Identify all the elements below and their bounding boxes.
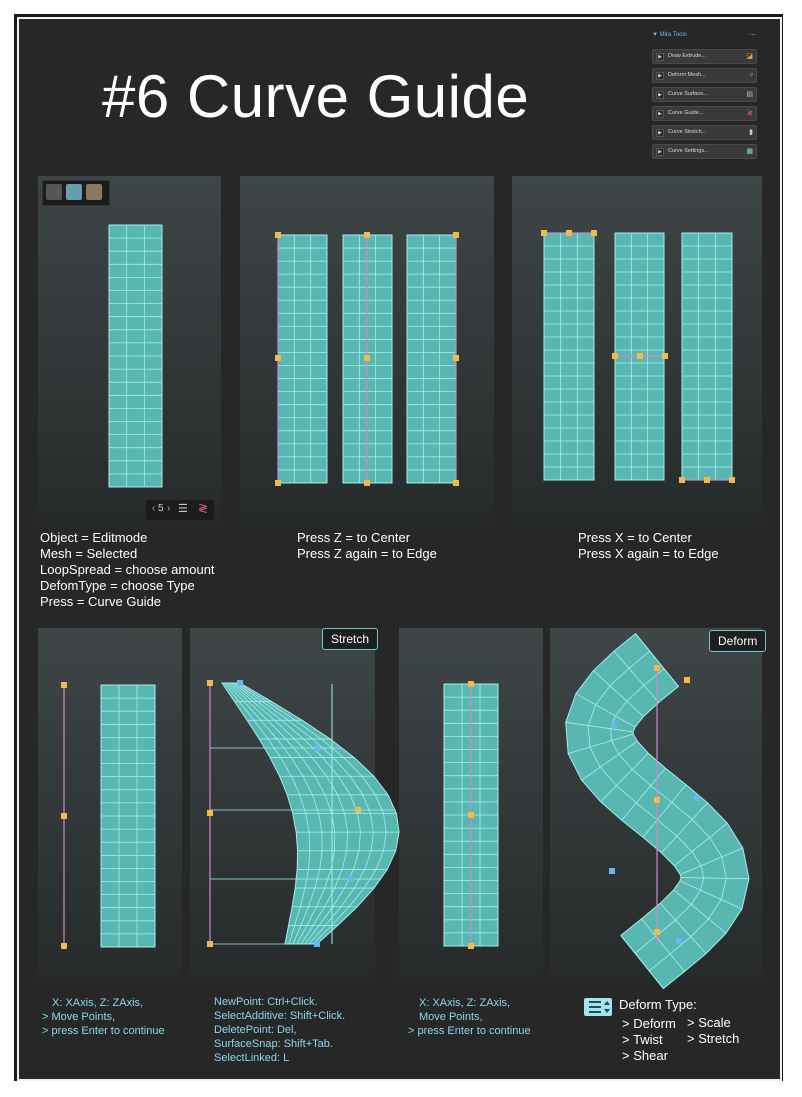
increment-icon[interactable]: › [167,503,171,514]
curve-point [684,677,690,683]
curve-point [704,477,710,483]
plane-mesh [544,233,594,480]
curve-point [612,353,618,359]
curve-point [275,480,281,486]
deform-type-icon [584,998,612,1016]
curve-point [637,353,643,359]
step3-caption: Press X = to Center Press X again = to Edge [578,530,719,561]
curve-point [679,477,685,483]
curve-point [453,480,459,486]
curve-point [541,230,547,236]
play-icon: ▶ [656,110,664,118]
axis-hint-right: X: XAxis, Z: ZAxis, Move Points, > press Enter to continue [408,997,531,1037]
mira-tools-header[interactable]: ▼ Mira Tools [652,32,687,38]
curve-point [364,480,370,486]
curve-point [611,722,617,728]
play-icon: ▶ [656,72,664,80]
curve-guide-button[interactable]: ▶ Curve Guide... ≷ [652,106,757,121]
curve-point [609,868,615,874]
curve-point [275,355,281,361]
play-icon: ▶ [656,148,664,156]
curve-point [314,941,320,947]
page-title: #6 Curve Guide [102,63,530,130]
curve-point [468,812,474,818]
curve-point [662,353,668,359]
decrement-icon[interactable]: ‹ [152,503,156,514]
deform-mode-badge[interactable]: Deform [709,630,766,652]
curve-point [468,943,474,949]
stretch-mode-badge[interactable]: Stretch [322,628,378,650]
plane-mesh [407,235,456,483]
curve-point [364,232,370,238]
curve-point [314,745,320,751]
curve-point [676,938,682,944]
panel-grip-icon[interactable]: ⋯ [749,32,756,39]
key-hints: NewPoint: Ctrl+Click. SelectAdditive: Shift+Click. DeletePoint: Del, SurfaceSnap: Shift+Tab. SelectLinked: L [214,996,346,1064]
curve-point [654,665,660,671]
curve-point [355,807,361,813]
curve-point [453,355,459,361]
curve-point [566,230,572,236]
deform-mesh-icon: ▿ [749,72,753,79]
axis-hint-left: X: XAxis, Z: ZAxis, > Move Points, > press Enter to continue [42,997,165,1037]
curve-point [275,232,281,238]
curve-guide-icon[interactable]: ≷ [198,501,209,515]
deform-mesh-button[interactable]: ▶ Deform Mesh... ▿ [652,68,757,83]
curve-point [348,876,354,882]
plane-mesh [278,235,327,483]
play-icon: ▶ [656,129,664,137]
curve-point [468,681,474,687]
curve-point [729,477,735,483]
curve-point [453,232,459,238]
curve-guide-icon: ≷ [747,110,753,117]
curve-point [61,682,67,688]
play-icon: ▶ [656,53,664,61]
list-icon[interactable]: ☰ [178,503,188,515]
curve-stretch-icon: ▮ [749,129,753,136]
plane-mesh [682,233,732,480]
curve-point [61,943,67,949]
curve-point [591,230,597,236]
step2-caption: Press Z = to Center Press Z again = to Edge [297,530,437,561]
curve-point [364,355,370,361]
curve-point [207,941,213,947]
curve-point [207,810,213,816]
curve-point [694,795,700,801]
curve-point [61,813,67,819]
curve-point [207,680,213,686]
draw-extrude-button[interactable]: ▶ Draw Extrude... ◪ [652,49,757,64]
curve-stretch-button[interactable]: ▶ Curve Stretch... ▮ [652,125,757,140]
draw-extrude-icon: ◪ [746,53,753,60]
curve-settings-icon: ▦ [746,148,753,155]
curve-point [654,929,660,935]
curve-point [654,797,660,803]
curve-surface-icon: ▤ [746,91,753,98]
curve-settings-button[interactable]: ▶ Curve Settings... ▦ [652,144,757,159]
loop-spread-value: 5 [158,503,164,514]
step1-caption: Object = Editmode Mesh = Selected LoopSpread = choose amount DefomType = choose Type Press = Curve Guide [40,530,215,609]
curve-surface-button[interactable]: ▶ Curve Surface... ▤ [652,87,757,102]
play-icon: ▶ [656,91,664,99]
curve-point [237,680,243,686]
